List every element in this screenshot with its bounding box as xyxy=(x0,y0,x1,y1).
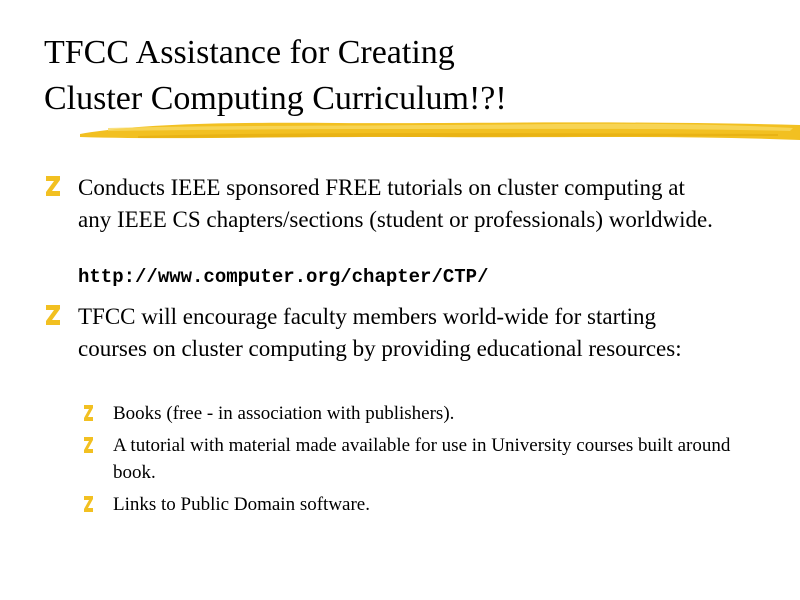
sub-bullet-2-text: A tutorial with material made available for use in University courses built around book. xyxy=(113,435,731,483)
small-z-bullet-icon xyxy=(84,405,93,421)
slide-title xyxy=(44,30,764,122)
bullet-1-text: Conducts IEEE sponsored FREE tutorials on cluster computing at any IEEE CS chapters/sections (student or professionals) worldwide. xyxy=(78,175,713,232)
title-underline-brush-stroke xyxy=(78,116,800,146)
slide-title-line-1: TFCC Assistance for Creating xyxy=(44,34,455,71)
small-z-bullet-icon xyxy=(84,437,93,453)
z-bullet-icon xyxy=(46,176,60,196)
z-bullet-icon xyxy=(46,305,60,325)
bullet-2-text: TFCC will encourage faculty members world-wide for starting courses on cluster computing by providing educational resources: xyxy=(78,304,682,361)
chapter-tutorial-url: http://www.computer.org/chapter/CTP/ xyxy=(78,266,489,288)
small-z-bullet-icon xyxy=(84,496,93,512)
slide-title-line-2: Cluster Computing Curriculum!?! xyxy=(44,80,507,117)
sub-bullet-1-text: Books (free - in association with publishers). xyxy=(113,403,455,424)
sub-bullet-3-text: Links to Public Domain software. xyxy=(113,494,370,515)
